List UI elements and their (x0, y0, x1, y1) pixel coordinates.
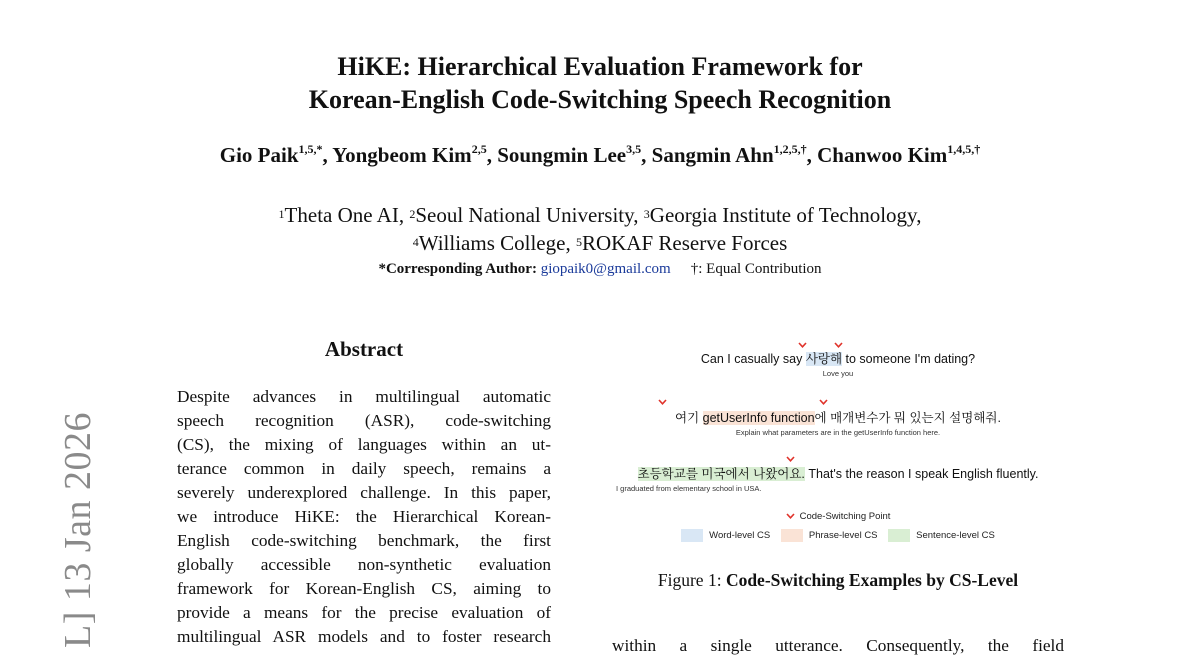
paper-title (0, 50, 1200, 116)
abstract-line: provide a means for the precise evaluation of (177, 603, 551, 622)
abstract-body (177, 385, 551, 649)
author-separator: , (486, 143, 498, 167)
author-separator: , (806, 143, 818, 167)
abstract-line: multilingual ASR models and to foster research (177, 627, 551, 646)
author-affil-sup: 2,5 (471, 142, 487, 156)
author-name: Gio Paik (219, 143, 299, 167)
code-switch-point-icon (786, 513, 795, 519)
author-affil-sup: 1,5,* (298, 142, 323, 156)
figure-1 (612, 340, 1064, 600)
corresponding-label: *Corresponding Author: (378, 261, 537, 277)
author-email-link[interactable]: giopaik0@gmail.com (540, 261, 671, 277)
code-switch-point-icon (819, 399, 827, 404)
translation: Love you (822, 369, 854, 378)
example-word-level: Can I casually say 사랑해 to someone I'm dating? Love you (612, 349, 1064, 378)
author-affil-sup: 1,4,5,† (947, 142, 981, 156)
example-phrase-level: 여기 getUserInfo function에 매개변수가 뭐 있는지 설명해줘. Explain what parameters are in the getUserInfo function here. (612, 408, 1064, 437)
abstract-line: severely underexplored challenge. In this paper, (177, 483, 551, 502)
corresponding-author-line (0, 261, 1200, 278)
author-name: Sangmin Ahn (651, 143, 774, 167)
translation: Explain what parameters are in the getUserInfo function here. (735, 428, 941, 437)
code-switch-point-icon (798, 342, 806, 347)
translation: I graduated from elementary school in USA. (616, 484, 762, 493)
abstract-line: framework for Korean-English CS, aiming to (177, 579, 551, 598)
cs-segment-word: 사랑해 (805, 352, 843, 366)
legend-swatch-phrase (781, 529, 803, 542)
abstract-line: we introduce HiKE: the Hierarchical Korean- (177, 507, 551, 526)
author-name: Chanwoo Kim (817, 143, 948, 167)
title-line-2: Korean-English Code-Switching Speech Recognition (308, 85, 892, 114)
abstract-line: globally accessible non-synthetic evaluation (177, 555, 551, 574)
author-list (0, 143, 1200, 168)
author-affil-sup: 3,5 (626, 142, 642, 156)
author-name: Yongbeom Kim (332, 143, 472, 167)
title-line-1: HiKE: Hierarchical Evaluation Framework for (337, 52, 863, 81)
code-switch-point-icon (834, 342, 842, 347)
abstract-line: English code-switching benchmark, the first (177, 531, 551, 550)
legend-swatch-sentence (888, 529, 910, 542)
legend-swatch-word (681, 529, 703, 542)
author-separator: , (641, 143, 652, 167)
example-sentence-level: 초등학교를 미국에서 나왔어요. That's the reason I speak English fluently. I graduated from elementary school in USA. (612, 464, 1064, 493)
author-separator: , (322, 143, 333, 167)
affiliations: $^1$Theta One AI, $^2$Seoul National University, $^3$Georgia Institute of Technology, $^4$Williams College, $^5$ROKAF Reserve Forces (278, 203, 922, 255)
cs-segment-sentence: 초등학교를 미국에서 나왔어요. (637, 467, 805, 481)
code-switch-point-icon (786, 456, 794, 461)
abstract-line: speech recognition (ASR), code-switching (177, 411, 551, 430)
legend-code-switching-point: Code-Switching Point (612, 511, 1064, 522)
cs-segment-phrase: getUserInfo function (702, 411, 815, 425)
arxiv-side-stamp: L] 13 Jan 2026 (57, 411, 99, 648)
right-column-text: within a single utterance. Consequently, the field (612, 636, 1064, 655)
legend-cs-levels: Word-level CS Phrase-level CS Sentence-level CS (612, 529, 1064, 542)
figure-caption: Figure 1: Code-Switching Examples by CS-Level (657, 570, 1019, 590)
author-affil-sup: 1,2,5,† (773, 142, 807, 156)
abstract-line: (CS), the mixing of languages within an ut- (177, 435, 551, 454)
code-switch-point-icon (658, 399, 666, 404)
equal-contribution-note: †: Equal Contribution (690, 261, 822, 277)
abstract-line: terance common in daily speech, remains a (177, 459, 551, 478)
abstract-line: Despite advances in multilingual automatic (177, 387, 551, 406)
abstract-heading: Abstract (324, 337, 404, 361)
author-name: Soungmin Lee (497, 143, 627, 167)
